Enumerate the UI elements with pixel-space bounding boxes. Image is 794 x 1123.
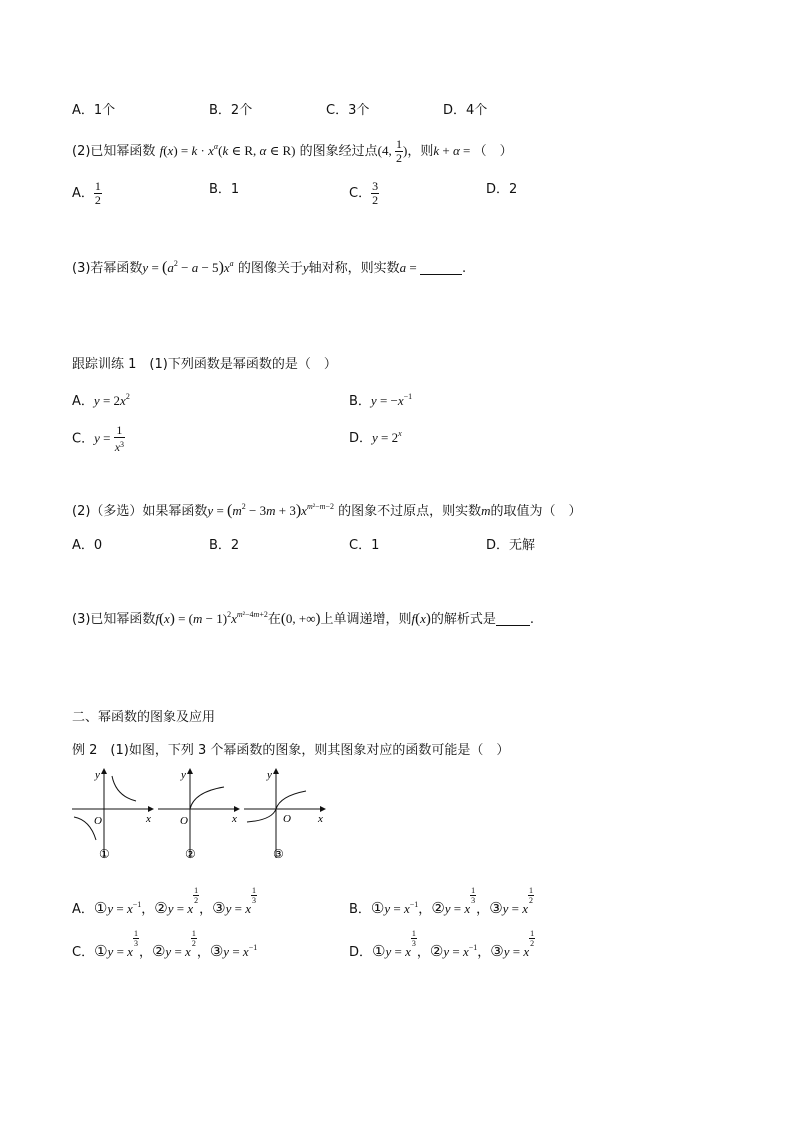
y-axis-label: y xyxy=(181,769,186,781)
question-text: 的图象不过原点，则实数 xyxy=(338,504,482,519)
fraction: $\frac{3}{2}$ xyxy=(372,179,379,207)
option-d: D．$y = 2^x$ xyxy=(349,429,402,446)
question-text: (3)已知幂函数 xyxy=(72,612,156,627)
option-d: D．4个 xyxy=(443,103,488,118)
option-d: D．①y = x $\frac{1}{3}$ ，②y = $x^{-1}$，③y = x $\frac{1}{2}$ xyxy=(349,929,535,960)
option-a: A．0 xyxy=(72,538,103,553)
graph-1 xyxy=(70,766,155,862)
option-c xyxy=(349,180,379,207)
question-text: (3)若幂函数 xyxy=(72,261,143,276)
period: . xyxy=(529,612,535,627)
answer-blank[interactable] xyxy=(496,611,530,626)
follow-up-1-title: 跟踪训练 1 (1)下列函数是幂函数的是（ ） xyxy=(72,357,337,372)
option-c: C．y = $\frac{1}{x^3}$ xyxy=(72,423,125,454)
question-text: 在 xyxy=(267,612,281,627)
option-label: B． xyxy=(349,394,371,409)
option-c: C．3个 xyxy=(326,103,370,118)
question-text: 的图象经过点 xyxy=(299,144,378,159)
graph-label: ② xyxy=(185,847,196,861)
option-label: C． xyxy=(72,431,95,447)
option-b: B．1 xyxy=(209,182,240,197)
option-label: A． xyxy=(72,902,94,917)
option-b: B．$y = -x^{-1}$ xyxy=(349,392,413,409)
question-text: (2)已知幂函数 xyxy=(72,144,156,159)
follow-up-3: (3)已知幂函数$f(x) = (m - 1)^2x^{m^2-4m+2}$在(0, +∞)上单调递增，则f(x)的解析式是 . xyxy=(72,610,535,627)
x-axis-label: x xyxy=(318,813,323,825)
graph-label: ① xyxy=(99,847,110,861)
fraction: $\frac{1}{2}$ xyxy=(395,137,402,165)
y-axis-label: y xyxy=(95,769,100,781)
graph-2 xyxy=(156,766,241,862)
option-a: A．$y = 2x^2$ xyxy=(72,392,130,409)
option-label: B． xyxy=(349,902,371,917)
fraction: $\frac{1}{2}$ xyxy=(94,179,101,207)
example-2-title: 例 2 (1)如图，下列 3 个幂函数的图象，则其图象对应的函数可能是（ ） xyxy=(72,743,510,758)
option-label: D． xyxy=(349,431,373,446)
option-d: D．无解 xyxy=(486,538,536,553)
option-a: A．1个 xyxy=(72,103,116,118)
option-d: D．2 xyxy=(486,182,518,197)
question-text: 的解析式是 xyxy=(430,612,496,627)
option-a xyxy=(72,180,102,207)
formula: f xyxy=(159,143,164,158)
option-a: A．①y = $x^{-1}$，②y = x $\frac{1}{2}$ ，③y = x $\frac{1}{3}$ xyxy=(72,886,257,917)
question-text: 的取值为（ ） xyxy=(490,504,582,519)
option-label: C． xyxy=(72,945,95,960)
origin-label: O xyxy=(283,813,291,825)
question-text: 的图像关于 xyxy=(237,261,303,276)
question-text: ，则 xyxy=(407,144,434,159)
option-b: B．①y = $x^{-1}$，②y = x $\frac{1}{3}$ ，③y = x $\frac{1}{2}$ xyxy=(349,886,534,917)
origin-label: O xyxy=(94,815,102,827)
graph-3 xyxy=(242,766,327,862)
option-c: C．①y = x $\frac{1}{3}$ ，②y = x $\frac{1}{2}$ ，③y = $x^{-1}$ xyxy=(72,929,258,960)
question-text: 轴对称，则实数 xyxy=(308,261,400,276)
origin-label: O xyxy=(180,815,188,827)
option-label: A． xyxy=(72,186,94,201)
option-b: B．2 xyxy=(209,538,240,553)
x-axis-label: x xyxy=(146,813,151,825)
option-label: A． xyxy=(72,394,94,409)
option-b: B．2个 xyxy=(209,103,253,118)
x-axis-label: x xyxy=(232,813,237,825)
answer-blank[interactable] xyxy=(420,260,462,275)
option-label: C． xyxy=(349,186,372,201)
section-title: 二、幂函数的图象及应用 xyxy=(72,710,216,725)
answer-paren: （ ） xyxy=(473,144,513,159)
option-c: C．1 xyxy=(349,538,380,553)
period: . xyxy=(461,261,467,276)
question-text: (2)（多选）如果幂函数 xyxy=(72,504,208,519)
graph-label: ③ xyxy=(273,847,284,861)
fraction: $\frac{1}{x^3}$ xyxy=(114,423,125,454)
question-3: (3)若幂函数$y = (a^2 - a - 5)x^a$ 的图像关于y轴对称，则实数a = . xyxy=(72,259,467,276)
option-label: D． xyxy=(349,945,373,960)
question-2: (2)已知幂函数 $f(x) = k \cdot x^\alpha(k$ ∈ R, α ∈ R) 的图象经过点(4, $\frac{1}{2}$ )，则k + α = （ ） xyxy=(72,137,513,165)
y-axis-label: y xyxy=(267,769,272,781)
follow-up-2: (2)（多选）如果幂函数$y = (m^2 - 3m + 3)x^{m^2-m-2}$ 的图象不过原点，则实数m的取值为（ ） xyxy=(72,502,582,519)
question-text: 上单调递增，则 xyxy=(320,612,412,627)
